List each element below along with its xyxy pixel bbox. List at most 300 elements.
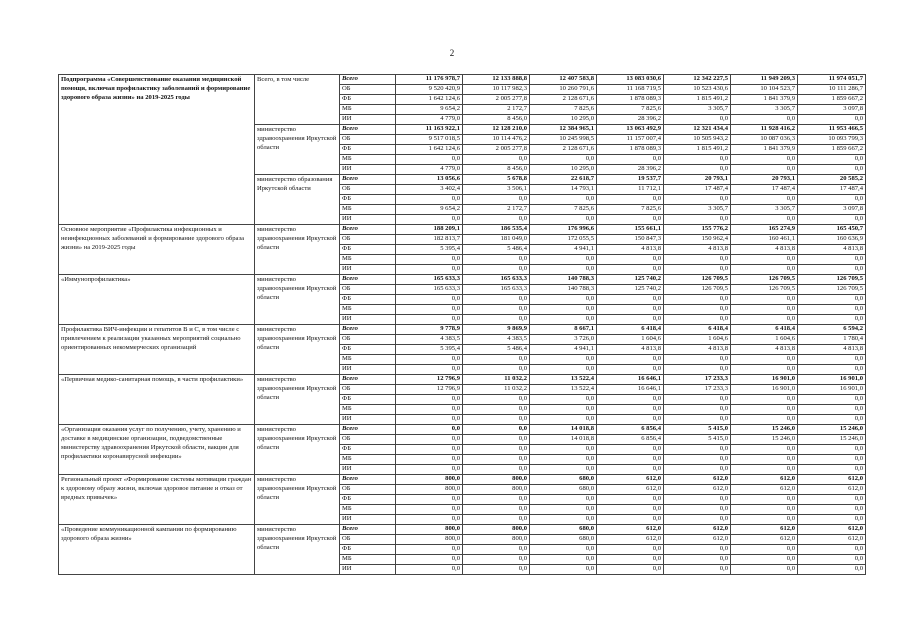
amount-cell: 12 384 965,1: [530, 125, 597, 135]
amount-cell: 0,0: [463, 545, 530, 555]
amount-cell: 0,0: [530, 565, 597, 575]
funding-source-cell: ОБ: [340, 485, 396, 495]
amount-cell: 12 407 583,8: [530, 75, 597, 85]
amount-cell: 0,0: [396, 555, 463, 565]
amount-cell: 4 941,1: [530, 245, 597, 255]
amount-cell: 0,0: [664, 265, 731, 275]
amount-cell: 9 517 018,5: [396, 135, 463, 145]
amount-cell: 22 618,7: [530, 175, 597, 185]
amount-cell: 0,0: [731, 465, 798, 475]
amount-cell: 5 486,4: [463, 345, 530, 355]
amount-cell: 19 537,7: [597, 175, 664, 185]
funding-source-cell: Всего: [340, 325, 396, 335]
funding-source-cell: МБ: [340, 155, 396, 165]
amount-cell: 0,0: [664, 255, 731, 265]
funding-source-cell: ИИ: [340, 415, 396, 425]
amount-cell: 10 117 982,3: [463, 85, 530, 95]
amount-cell: 14 018,8: [530, 425, 597, 435]
amount-cell: 0,0: [798, 115, 866, 125]
amount-cell: 17 487,4: [731, 185, 798, 195]
amount-cell: 9 869,9: [463, 325, 530, 335]
amount-cell: 0,0: [463, 305, 530, 315]
amount-cell: 8 456,0: [463, 165, 530, 175]
amount-cell: 0,0: [396, 265, 463, 275]
funding-source-cell: ИИ: [340, 215, 396, 225]
amount-cell: 0,0: [731, 265, 798, 275]
amount-cell: 11 168 719,5: [597, 85, 664, 95]
amount-cell: 612,0: [798, 535, 866, 545]
funding-source-cell: ОБ: [340, 535, 396, 545]
table-row: [59, 375, 866, 385]
amount-cell: 17 233,3: [664, 385, 731, 395]
funding-source-cell: ИИ: [340, 265, 396, 275]
table-row: [59, 425, 866, 435]
amount-cell: 3 305,7: [664, 105, 731, 115]
amount-cell: 2 005 277,8: [463, 145, 530, 155]
amount-cell: 10 245 998,5: [530, 135, 597, 145]
amount-cell: 0,0: [530, 555, 597, 565]
amount-cell: 0,0: [798, 315, 866, 325]
funding-source-cell: МБ: [340, 455, 396, 465]
amount-cell: 125 740,2: [597, 285, 664, 295]
amount-cell: 612,0: [731, 485, 798, 495]
amount-cell: 11 974 051,7: [798, 75, 866, 85]
amount-cell: 1 604,6: [597, 335, 664, 345]
amount-cell: 3 305,7: [664, 205, 731, 215]
amount-cell: 0,0: [798, 445, 866, 455]
executor-cell: министерство здравоохранения Иркутской области: [255, 325, 340, 375]
amount-cell: 0,0: [463, 455, 530, 465]
amount-cell: 15 246,0: [798, 425, 866, 435]
amount-cell: 4 779,0: [396, 115, 463, 125]
amount-cell: 0,0: [530, 515, 597, 525]
amount-cell: 800,0: [463, 535, 530, 545]
amount-cell: 0,0: [731, 365, 798, 375]
amount-cell: 0,0: [798, 415, 866, 425]
amount-cell: 0,0: [396, 445, 463, 455]
amount-cell: 1 642 124,6: [396, 95, 463, 105]
executor-cell: министерство образования Иркутской области: [255, 175, 340, 225]
amount-cell: 0,0: [463, 555, 530, 565]
amount-cell: 3 305,7: [731, 205, 798, 215]
funding-source-cell: ИИ: [340, 565, 396, 575]
amount-cell: 126 709,5: [731, 275, 798, 285]
funding-source-cell: Всего: [340, 175, 396, 185]
amount-cell: 0,0: [396, 195, 463, 205]
amount-cell: 0,0: [463, 355, 530, 365]
amount-cell: 5 415,0: [664, 425, 731, 435]
amount-cell: 126 709,5: [731, 285, 798, 295]
amount-cell: 1 642 124,6: [396, 145, 463, 155]
amount-cell: 0,0: [530, 395, 597, 405]
amount-cell: 0,0: [463, 495, 530, 505]
amount-cell: 612,0: [731, 535, 798, 545]
amount-cell: 11 032,2: [463, 375, 530, 385]
funding-source-cell: МБ: [340, 555, 396, 565]
amount-cell: 126 709,5: [798, 285, 866, 295]
amount-cell: 612,0: [798, 485, 866, 495]
table-row: [59, 75, 866, 85]
funding-source-cell: ИИ: [340, 165, 396, 175]
amount-cell: 0,0: [396, 415, 463, 425]
amount-cell: 188 209,1: [396, 225, 463, 235]
amount-cell: 20 793,1: [731, 175, 798, 185]
amount-cell: 5 415,0: [664, 435, 731, 445]
amount-cell: 0,0: [396, 435, 463, 445]
amount-cell: 1 841 379,9: [731, 95, 798, 105]
amount-cell: 140 788,3: [530, 275, 597, 285]
amount-cell: 20 793,1: [664, 175, 731, 185]
amount-cell: 15 246,0: [731, 435, 798, 445]
amount-cell: 181 049,0: [463, 235, 530, 245]
amount-cell: 0,0: [597, 295, 664, 305]
amount-cell: 7 825,6: [597, 205, 664, 215]
funding-source-cell: МБ: [340, 355, 396, 365]
funding-source-cell: ОБ: [340, 185, 396, 195]
amount-cell: 0,0: [597, 465, 664, 475]
amount-cell: 612,0: [597, 535, 664, 545]
amount-cell: 0,0: [597, 415, 664, 425]
funding-source-cell: Всего: [340, 525, 396, 535]
amount-cell: 0,0: [731, 555, 798, 565]
amount-cell: 0,0: [463, 505, 530, 515]
amount-cell: 0,0: [396, 565, 463, 575]
amount-cell: 4 813,8: [731, 345, 798, 355]
amount-cell: 0,0: [463, 465, 530, 475]
amount-cell: 3 097,8: [798, 105, 866, 115]
amount-cell: 4 813,8: [597, 345, 664, 355]
amount-cell: 612,0: [798, 475, 866, 485]
amount-cell: 9 654,2: [396, 105, 463, 115]
amount-cell: 2 128 671,6: [530, 145, 597, 155]
amount-cell: 0,0: [798, 195, 866, 205]
funding-source-cell: Всего: [340, 275, 396, 285]
funding-source-cell: Всего: [340, 475, 396, 485]
amount-cell: 4 813,8: [798, 345, 866, 355]
amount-cell: 0,0: [530, 365, 597, 375]
funding-source-cell: Всего: [340, 425, 396, 435]
funding-source-cell: ФБ: [340, 545, 396, 555]
amount-cell: 12 321 434,4: [664, 125, 731, 135]
amount-cell: 13 083 030,6: [597, 75, 664, 85]
amount-cell: 0,0: [664, 165, 731, 175]
amount-cell: 0,0: [463, 295, 530, 305]
amount-cell: 0,0: [664, 465, 731, 475]
amount-cell: 0,0: [597, 505, 664, 515]
measure-name-cell: «Проведение коммуникационной кампании по формированию здорового образа жизни»: [59, 525, 255, 575]
amount-cell: 12 133 888,8: [463, 75, 530, 85]
amount-cell: 0,0: [798, 565, 866, 575]
amount-cell: 0,0: [731, 155, 798, 165]
amount-cell: 0,0: [597, 495, 664, 505]
amount-cell: 0,0: [396, 465, 463, 475]
amount-cell: 165 450,7: [798, 225, 866, 235]
amount-cell: 0,0: [530, 445, 597, 455]
amount-cell: 9 654,2: [396, 205, 463, 215]
amount-cell: 0,0: [798, 265, 866, 275]
amount-cell: 1 859 667,2: [798, 145, 866, 155]
amount-cell: 612,0: [664, 535, 731, 545]
amount-cell: 186 535,4: [463, 225, 530, 235]
amount-cell: 10 295,0: [530, 115, 597, 125]
funding-source-cell: ИИ: [340, 115, 396, 125]
amount-cell: 3 097,8: [798, 205, 866, 215]
amount-cell: 2 128 671,6: [530, 95, 597, 105]
amount-cell: 150 847,3: [597, 235, 664, 245]
amount-cell: 16 901,0: [731, 375, 798, 385]
amount-cell: 0,0: [597, 565, 664, 575]
amount-cell: 0,0: [798, 165, 866, 175]
page-number: 2: [449, 48, 455, 58]
amount-cell: 1 815 491,2: [664, 95, 731, 105]
amount-cell: 10 523 430,6: [664, 85, 731, 95]
amount-cell: 11 949 209,3: [731, 75, 798, 85]
amount-cell: 140 788,3: [530, 285, 597, 295]
amount-cell: 0,0: [731, 565, 798, 575]
amount-cell: 0,0: [463, 255, 530, 265]
amount-cell: 1 604,6: [664, 335, 731, 345]
funding-source-cell: ФБ: [340, 345, 396, 355]
amount-cell: 0,0: [731, 395, 798, 405]
amount-cell: 0,0: [664, 195, 731, 205]
funding-source-cell: МБ: [340, 255, 396, 265]
amount-cell: 17 487,4: [798, 185, 866, 195]
funding-source-cell: ИИ: [340, 365, 396, 375]
amount-cell: 800,0: [463, 475, 530, 485]
amount-cell: 12 342 227,5: [664, 75, 731, 85]
measure-name-cell: «Первичная медико-санитарная помощь, в части профилактики»: [59, 375, 255, 425]
amount-cell: 0,0: [597, 315, 664, 325]
funding-source-cell: ФБ: [340, 445, 396, 455]
amount-cell: 5 395,4: [396, 245, 463, 255]
amount-cell: 0,0: [731, 305, 798, 315]
amount-cell: 612,0: [664, 485, 731, 495]
amount-cell: 0,0: [798, 465, 866, 475]
amount-cell: 0,0: [798, 305, 866, 315]
amount-cell: 0,0: [664, 355, 731, 365]
amount-cell: 0,0: [530, 155, 597, 165]
amount-cell: 0,0: [396, 305, 463, 315]
amount-cell: 9 778,9: [396, 325, 463, 335]
amount-cell: 0,0: [798, 495, 866, 505]
amount-cell: 2 172,7: [463, 205, 530, 215]
amount-cell: 11 157 007,4: [597, 135, 664, 145]
amount-cell: 0,0: [463, 365, 530, 375]
amount-cell: 1 859 667,2: [798, 95, 866, 105]
amount-cell: 0,0: [597, 195, 664, 205]
amount-cell: 5 486,4: [463, 245, 530, 255]
amount-cell: 0,0: [530, 465, 597, 475]
amount-cell: 8 456,0: [463, 115, 530, 125]
executor-cell: министерство здравоохранения Иркутской области: [255, 425, 340, 475]
amount-cell: 0,0: [463, 315, 530, 325]
amount-cell: 0,0: [731, 505, 798, 515]
amount-cell: 0,0: [798, 545, 866, 555]
amount-cell: 11 032,2: [463, 385, 530, 395]
amount-cell: 0,0: [463, 405, 530, 415]
amount-cell: 15 246,0: [798, 435, 866, 445]
funding-source-cell: ИИ: [340, 465, 396, 475]
amount-cell: 2 005 277,8: [463, 95, 530, 105]
amount-cell: 0,0: [597, 455, 664, 465]
amount-cell: 0,0: [731, 455, 798, 465]
amount-cell: 612,0: [664, 475, 731, 485]
table-row: [59, 525, 866, 535]
amount-cell: 0,0: [530, 255, 597, 265]
amount-cell: 0,0: [530, 505, 597, 515]
amount-cell: 160 461,1: [731, 235, 798, 245]
amount-cell: 0,0: [530, 455, 597, 465]
amount-cell: 13 522,4: [530, 385, 597, 395]
amount-cell: 612,0: [798, 525, 866, 535]
funding-source-cell: МБ: [340, 505, 396, 515]
funding-source-cell: ИИ: [340, 515, 396, 525]
table-body: [59, 75, 866, 575]
executor-cell: Всего, в том числе: [255, 75, 340, 125]
amount-cell: 680,0: [530, 485, 597, 495]
amount-cell: 126 709,5: [798, 275, 866, 285]
funding-source-cell: Всего: [340, 225, 396, 235]
amount-cell: 0,0: [597, 395, 664, 405]
amount-cell: 612,0: [597, 475, 664, 485]
amount-cell: 11 928 416,2: [731, 125, 798, 135]
amount-cell: 0,0: [731, 165, 798, 175]
funding-source-cell: ОБ: [340, 335, 396, 345]
amount-cell: 2 172,7: [463, 105, 530, 115]
measure-name-cell: Подпрограмма «Совершенствование оказания медицинской помощи, включая профилактику заболеваний и формирование здорового образа жизни» на 2019-2025 годы: [59, 75, 255, 225]
amount-cell: 0,0: [731, 515, 798, 525]
executor-cell: министерство здравоохранения Иркутской области: [255, 525, 340, 575]
amount-cell: 17 233,3: [664, 375, 731, 385]
funding-source-cell: МБ: [340, 305, 396, 315]
amount-cell: 0,0: [664, 555, 731, 565]
amount-cell: 126 709,5: [664, 285, 731, 295]
amount-cell: 0,0: [597, 545, 664, 555]
amount-cell: 12 796,9: [396, 385, 463, 395]
amount-cell: 0,0: [664, 405, 731, 415]
amount-cell: 16 901,0: [798, 385, 866, 395]
amount-cell: 0,0: [597, 305, 664, 315]
amount-cell: 0,0: [664, 455, 731, 465]
amount-cell: 0,0: [463, 155, 530, 165]
amount-cell: 165 274,9: [731, 225, 798, 235]
amount-cell: 0,0: [597, 265, 664, 275]
amount-cell: 6 856,4: [597, 425, 664, 435]
amount-cell: 0,0: [396, 295, 463, 305]
amount-cell: 126 709,5: [664, 275, 731, 285]
amount-cell: 0,0: [664, 505, 731, 515]
amount-cell: 612,0: [731, 475, 798, 485]
amount-cell: 28 396,2: [597, 165, 664, 175]
amount-cell: 6 856,4: [597, 435, 664, 445]
amount-cell: 16 901,0: [731, 385, 798, 395]
amount-cell: 1 815 491,2: [664, 145, 731, 155]
amount-cell: 165 633,3: [396, 285, 463, 295]
amount-cell: 0,0: [664, 495, 731, 505]
amount-cell: 0,0: [396, 425, 463, 435]
amount-cell: 0,0: [731, 295, 798, 305]
funding-source-cell: ОБ: [340, 135, 396, 145]
amount-cell: 0,0: [731, 195, 798, 205]
amount-cell: 0,0: [731, 445, 798, 455]
table-row: [59, 475, 866, 485]
amount-cell: 0,0: [597, 155, 664, 165]
amount-cell: 0,0: [396, 495, 463, 505]
amount-cell: 612,0: [597, 485, 664, 495]
funding-source-cell: МБ: [340, 405, 396, 415]
amount-cell: 0,0: [664, 305, 731, 315]
amount-cell: 0,0: [396, 515, 463, 525]
funding-source-cell: Всего: [340, 125, 396, 135]
funding-source-cell: ФБ: [340, 195, 396, 205]
amount-cell: 9 520 420,9: [396, 85, 463, 95]
measure-name-cell: «Иммунопрофилактика»: [59, 275, 255, 325]
amount-cell: 1 878 089,3: [597, 145, 664, 155]
executor-cell: министерство здравоохранения Иркутской области: [255, 275, 340, 325]
amount-cell: 0,0: [530, 355, 597, 365]
amount-cell: 0,0: [597, 515, 664, 525]
amount-cell: 612,0: [664, 525, 731, 535]
amount-cell: 0,0: [396, 155, 463, 165]
amount-cell: 1 878 089,3: [597, 95, 664, 105]
amount-cell: 0,0: [798, 255, 866, 265]
amount-cell: 16 901,0: [798, 375, 866, 385]
amount-cell: 4 383,5: [396, 335, 463, 345]
funding-source-cell: ОБ: [340, 435, 396, 445]
amount-cell: 0,0: [463, 415, 530, 425]
amount-cell: 0,0: [664, 215, 731, 225]
amount-cell: 0,0: [731, 405, 798, 415]
amount-cell: 0,0: [664, 365, 731, 375]
amount-cell: 0,0: [664, 445, 731, 455]
amount-cell: 7 825,6: [530, 105, 597, 115]
amount-cell: 165 633,3: [463, 275, 530, 285]
amount-cell: 16 646,1: [597, 385, 664, 395]
funding-source-cell: МБ: [340, 205, 396, 215]
amount-cell: 20 585,2: [798, 175, 866, 185]
amount-cell: 0,0: [664, 315, 731, 325]
amount-cell: 612,0: [731, 525, 798, 535]
amount-cell: 0,0: [597, 405, 664, 415]
amount-cell: 15 246,0: [731, 425, 798, 435]
amount-cell: 165 633,3: [396, 275, 463, 285]
amount-cell: 0,0: [463, 565, 530, 575]
amount-cell: 0,0: [798, 395, 866, 405]
amount-cell: 14 018,8: [530, 435, 597, 445]
amount-cell: 0,0: [664, 395, 731, 405]
measure-name-cell: Региональный проект «Формирование системы мотивации граждан к здоровому образу жизни, включая здоровое питание и отказ от вредных привычек»: [59, 475, 255, 525]
amount-cell: 6 418,4: [597, 325, 664, 335]
amount-cell: 4 813,8: [664, 345, 731, 355]
amount-cell: 0,0: [463, 445, 530, 455]
amount-cell: 0,0: [530, 305, 597, 315]
amount-cell: 0,0: [463, 195, 530, 205]
amount-cell: 10 087 036,3: [731, 135, 798, 145]
amount-cell: 3 726,0: [530, 335, 597, 345]
amount-cell: 800,0: [396, 535, 463, 545]
amount-cell: 0,0: [798, 515, 866, 525]
funding-source-cell: ИИ: [340, 315, 396, 325]
executor-cell: министерство здравоохранения Иркутской области: [255, 225, 340, 275]
amount-cell: 0,0: [463, 515, 530, 525]
funding-source-cell: ФБ: [340, 395, 396, 405]
amount-cell: 11 953 466,5: [798, 125, 866, 135]
table-row: [59, 325, 866, 335]
amount-cell: 0,0: [798, 455, 866, 465]
table-row: [59, 225, 866, 235]
amount-cell: 155 661,1: [597, 225, 664, 235]
funding-source-cell: ФБ: [340, 495, 396, 505]
